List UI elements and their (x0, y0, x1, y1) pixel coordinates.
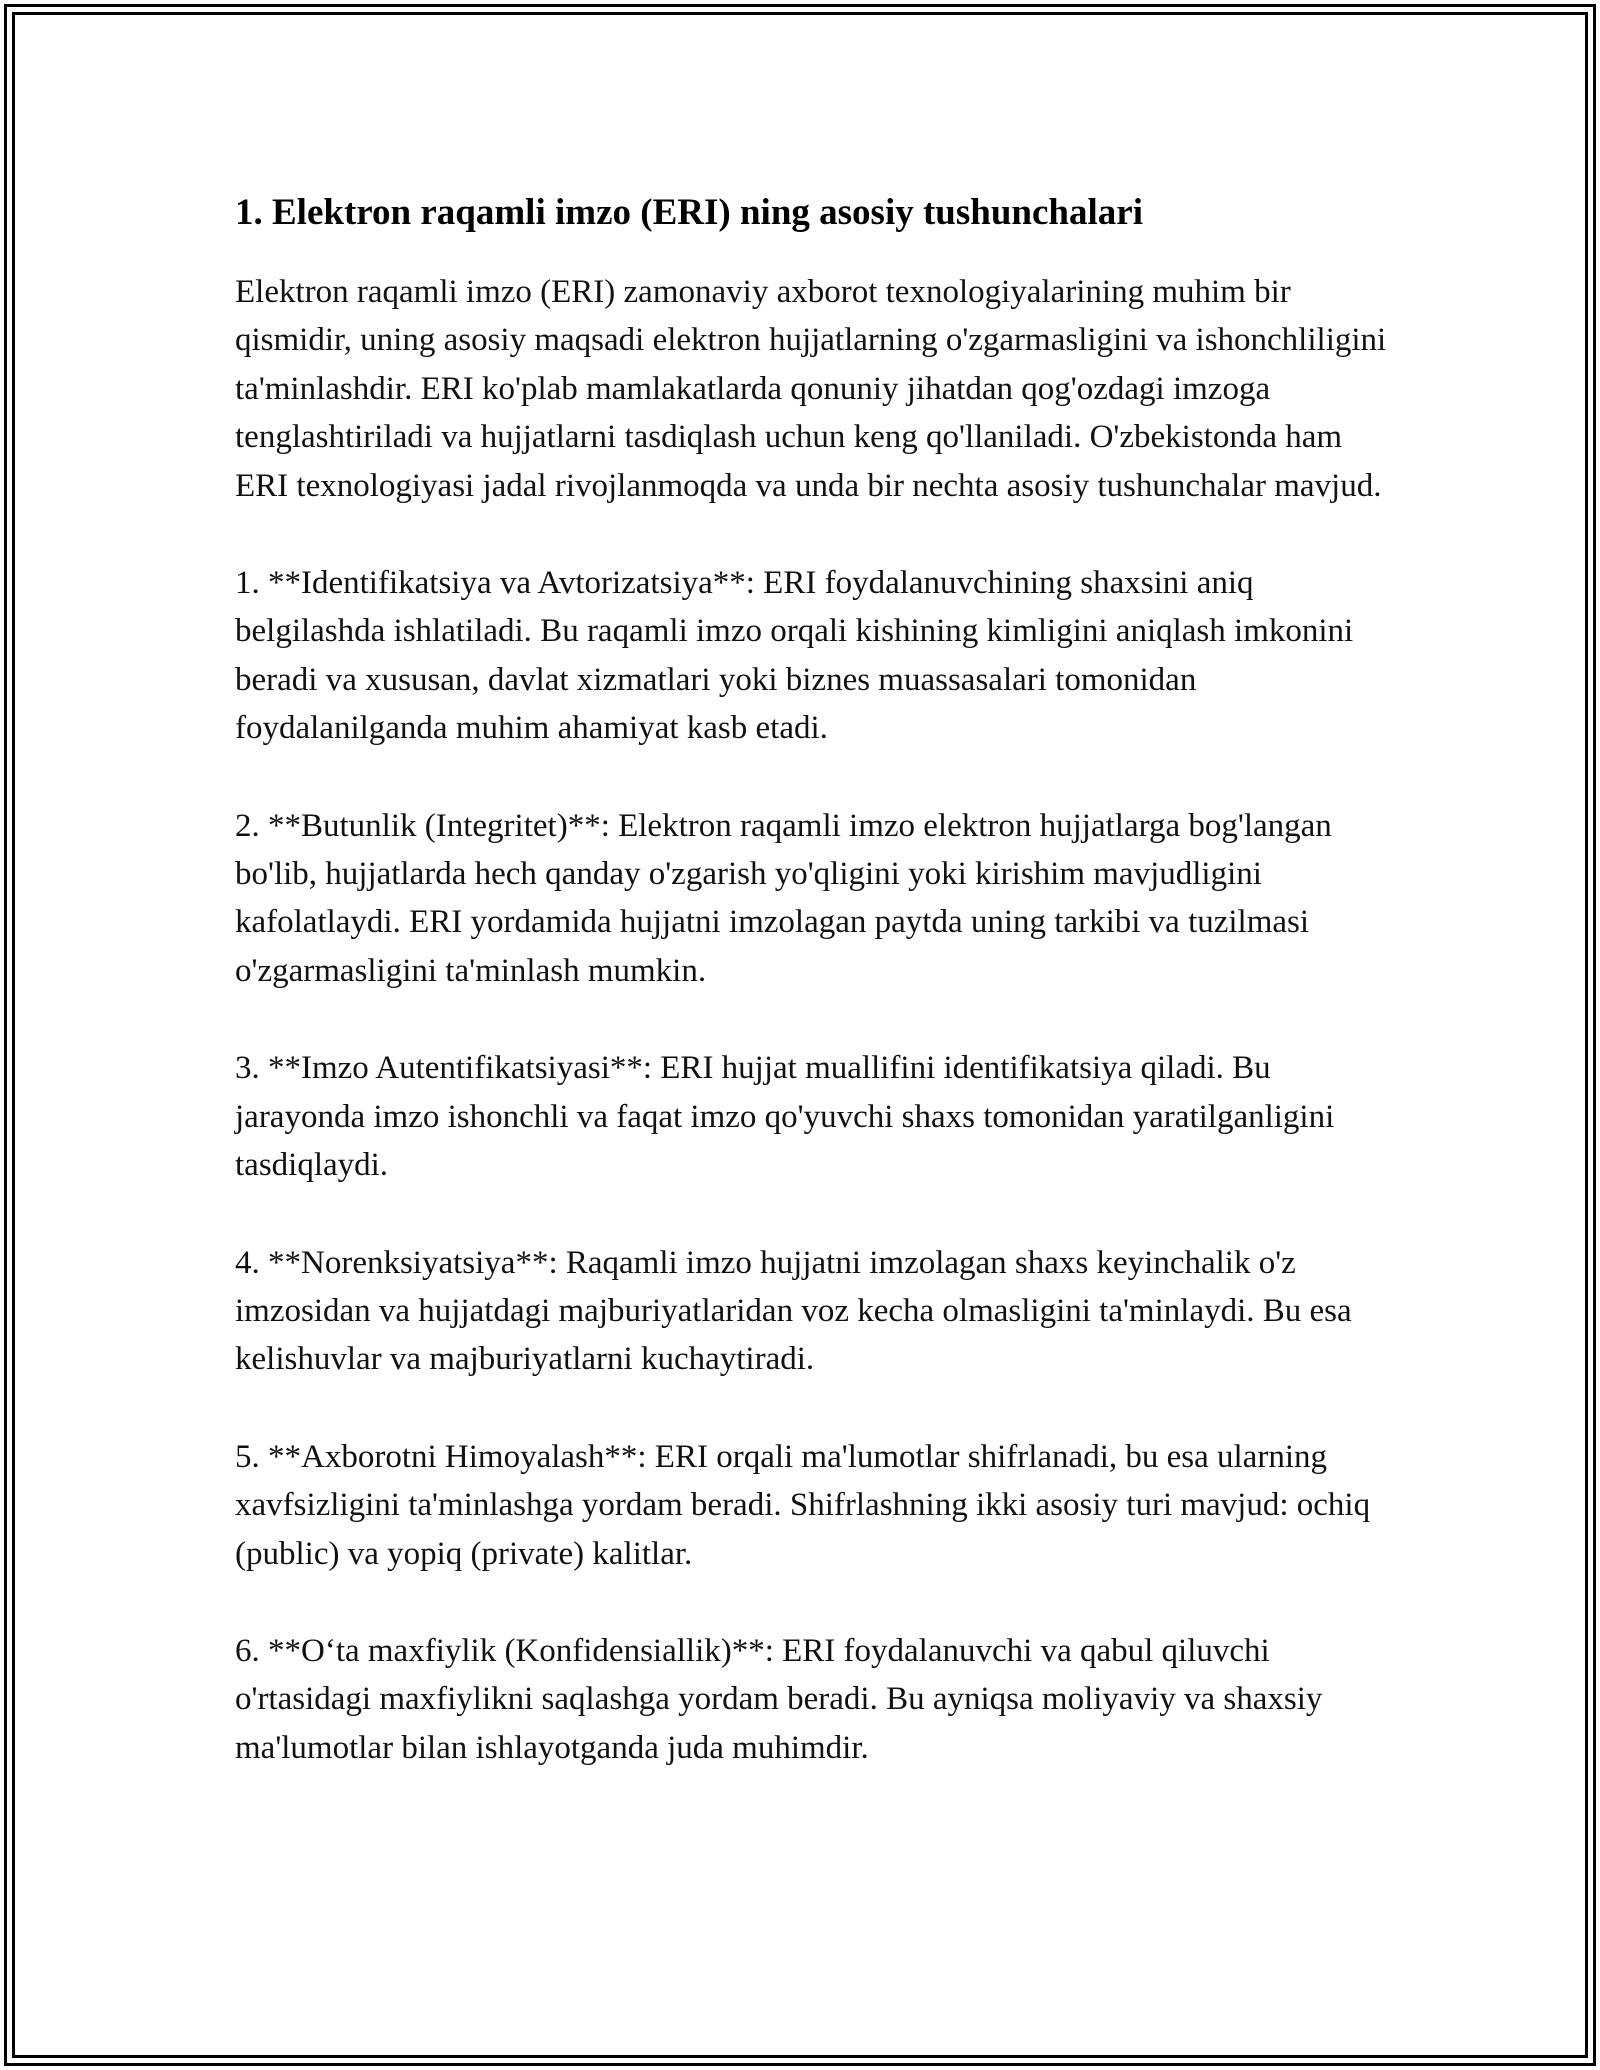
list-item-non-repudiation: 4. **Norenksiyatsiya**: Raqamli imzo hujjatni imzolagan shaxs keyinchalik o'z imzosidan va hujjatdagi majburiyatlaridan voz kecha olmasligini ta'minlaydi. Bu esa kelishuvlar va majburiyatlarni kuchaytiradi. (235, 1244, 1352, 1378)
list-item-identification: 1. **Identifikatsiya va Avtorizatsiya**: ERI foydalanuvchining shaxsini aniq belgilashda ishlatiladi. Bu raqamli imzo orqali kishining kimligini aniqlash imkonini beradi va xususan, davlat xizmatlari yoki biznes muassasalari tomonidan foydalanilganda muhim ahamiyat kasb etadi. (235, 565, 1354, 747)
section-heading: 1. Elektron raqamli imzo (ERI) ning asosiy tushunchalari (235, 192, 1143, 233)
document-body (235, 188, 1395, 1772)
intro-paragraph: Elektron raqamli imzo (ERI) zamonaviy axborot texnologiyalarining muhim bir qismidir, uning asosiy maqsadi elektron hujjatlarning o'zgarmasligini va ishonchliligini ta'minlashdir. ERI ko'plab mamlakatlarda qonuniy jihatdan qog'ozdagi imzoga tenglashtiriladi va hujjatlarni tasdiqlash uchun keng qo'llaniladi. O'zbekistonda ham ERI texnologiyasi jadal rivojlanmoqda va unda bir nechta asosiy tushunchalar mavjud. (235, 274, 1387, 504)
list-item-authentication: 3. **Imzo Autentifikatsiyasi**: ERI hujjat muallifini identifikatsiya qiladi. Bu jarayonda imzo ishonchli va faqat imzo qo'yuvchi shaxs tomonidan yaratilganligini tasdiqlaydi. (235, 1050, 1335, 1184)
list-item-confidentiality: 6. **O‘ta maxfiylik (Konfidensiallik)**: ERI foydalanuvchi va qabul qiluvchi o'rtasidagi maxfiylikni saqlashga yordam beradi. Bu ayniqsa moliyaviy va shaxsiy ma'lumotlar bilan ishlayotganda juda muhimdir. (235, 1632, 1323, 1766)
list-item-data-protection: 5. **Axborotni Himoyalash**: ERI orqali ma'lumotlar shifrlanadi, bu esa ularning xavfsizligini ta'minlashga yordam beradi. Shifrlashning ikki asosiy turi mavjud: ochiq (public) va yopiq (private) kalitlar. (235, 1438, 1371, 1572)
list-item-integrity: 2. **Butunlik (Integritet)**: Elektron raqamli imzo elektron hujjatlarga bog'langan bo'lib, hujjatlarda hech qanday o'zgarish yo'qligini yoki kirishim mavjudligini kafolatlaydi. ERI yordamida hujjatni imzolagan paytda uning tarkibi va tuzilmasi o'zgarmasligini ta'minlash mumkin. (235, 807, 1332, 989)
